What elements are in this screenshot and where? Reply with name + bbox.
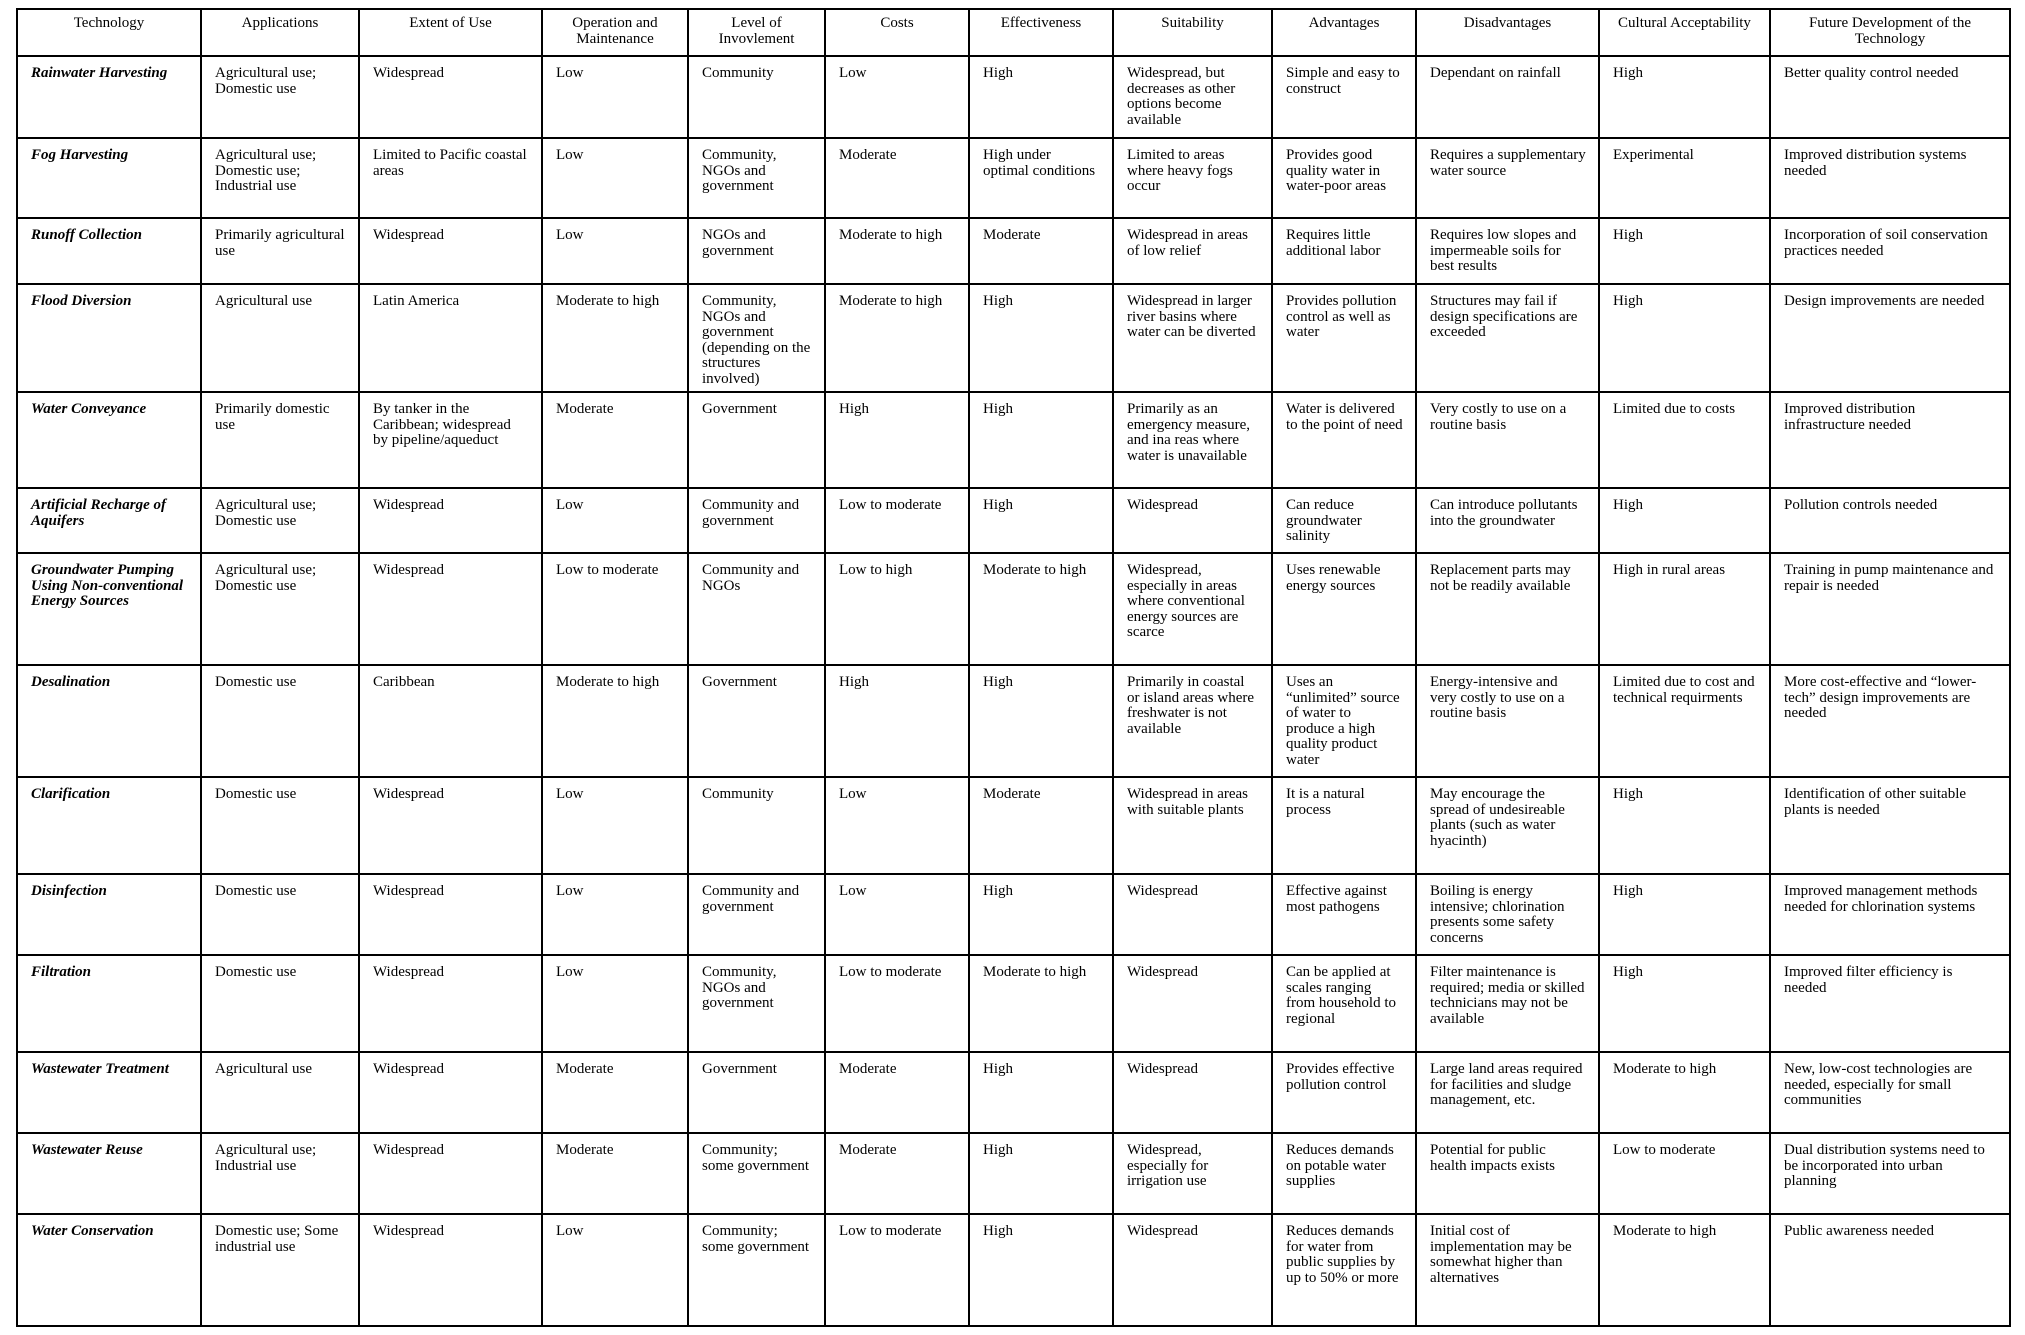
cell-extent-of-use: Widespread	[359, 955, 542, 1052]
table-row	[17, 218, 2010, 284]
cell-applications: Domestic use	[201, 955, 359, 1052]
cell-applications: Agricultural use; Domestic use	[201, 56, 359, 138]
cell-technology: Clarification	[17, 777, 201, 874]
cell-extent-of-use: Widespread	[359, 488, 542, 553]
cell-advantages: It is a natural process	[1272, 777, 1416, 874]
cell-disadvantages: Replacement parts may not be readily available	[1416, 553, 1599, 665]
cell-costs: Moderate	[825, 1052, 969, 1133]
cell-extent-of-use: Widespread	[359, 218, 542, 284]
cell-technology: Artificial Recharge of Aquifers	[17, 488, 201, 553]
table-row	[17, 488, 2010, 553]
cell-operation-maintenance: Moderate to high	[542, 284, 688, 392]
cell-extent-of-use: Widespread	[359, 553, 542, 665]
cell-advantages: Water is delivered to the point of need	[1272, 392, 1416, 488]
cell-applications: Primarily agricultural use	[201, 218, 359, 284]
header-row	[17, 9, 2010, 56]
cell-technology: Flood Diversion	[17, 284, 201, 392]
table-row	[17, 553, 2010, 665]
header-costs: Costs	[825, 9, 969, 56]
cell-effectiveness: High under optimal conditions	[969, 138, 1113, 218]
cell-technology: Wastewater Reuse	[17, 1133, 201, 1214]
cell-level-of-involvement: Community; some government	[688, 1133, 825, 1214]
cell-costs: Low to moderate	[825, 488, 969, 553]
cell-costs: Low to moderate	[825, 955, 969, 1052]
cell-applications: Domestic use	[201, 777, 359, 874]
cell-effectiveness: Moderate to high	[969, 955, 1113, 1052]
cell-cultural-acceptability: High	[1599, 56, 1770, 138]
cell-cultural-acceptability: Moderate to high	[1599, 1214, 1770, 1326]
cell-disadvantages: Initial cost of implementation may be somewhat higher than alternatives	[1416, 1214, 1599, 1326]
cell-future-development: Dual distribution systems need to be incorporated into urban planning	[1770, 1133, 2010, 1214]
cell-cultural-acceptability: High	[1599, 218, 1770, 284]
cell-disadvantages: Requires low slopes and impermeable soils for best results	[1416, 218, 1599, 284]
cell-advantages: Uses an “unlimited” source of water to produce a high quality product water	[1272, 665, 1416, 777]
cell-applications: Agricultural use; Domestic use	[201, 553, 359, 665]
cell-extent-of-use: Widespread	[359, 1133, 542, 1214]
header-applications: Applications	[201, 9, 359, 56]
cell-technology: Water Conveyance	[17, 392, 201, 488]
cell-advantages: Requires little additional labor	[1272, 218, 1416, 284]
cell-extent-of-use: Limited to Pacific coastal areas	[359, 138, 542, 218]
cell-cultural-acceptability: Experimental	[1599, 138, 1770, 218]
cell-future-development: Improved filter efficiency is needed	[1770, 955, 2010, 1052]
table-row	[17, 284, 2010, 392]
cell-effectiveness: Moderate to high	[969, 553, 1113, 665]
header-extent-of-use: Extent of Use	[359, 9, 542, 56]
cell-technology: Rainwater Harvesting	[17, 56, 201, 138]
cell-suitability: Limited to areas where heavy fogs occur	[1113, 138, 1272, 218]
cell-future-development: Public awareness needed	[1770, 1214, 2010, 1326]
cell-technology: Disinfection	[17, 874, 201, 955]
cell-suitability: Widespread, especially in areas where conventional energy sources are scarce	[1113, 553, 1272, 665]
cell-operation-maintenance: Low	[542, 955, 688, 1052]
cell-suitability: Widespread	[1113, 874, 1272, 955]
cell-applications: Domestic use	[201, 874, 359, 955]
cell-effectiveness: Moderate	[969, 218, 1113, 284]
cell-extent-of-use: Widespread	[359, 874, 542, 955]
table-row	[17, 955, 2010, 1052]
cell-effectiveness: High	[969, 1052, 1113, 1133]
cell-operation-maintenance: Low	[542, 138, 688, 218]
cell-applications: Agricultural use	[201, 1052, 359, 1133]
cell-operation-maintenance: Moderate	[542, 1133, 688, 1214]
cell-future-development: Better quality control needed	[1770, 56, 2010, 138]
cell-operation-maintenance: Moderate	[542, 392, 688, 488]
cell-advantages: Provides effective pollution control	[1272, 1052, 1416, 1133]
cell-technology: Filtration	[17, 955, 201, 1052]
cell-cultural-acceptability: Limited due to costs	[1599, 392, 1770, 488]
table-row	[17, 1214, 2010, 1326]
header-advantages: Advantages	[1272, 9, 1416, 56]
cell-cultural-acceptability: High in rural areas	[1599, 553, 1770, 665]
cell-level-of-involvement: Government	[688, 1052, 825, 1133]
cell-costs: High	[825, 665, 969, 777]
cell-applications: Domestic use	[201, 665, 359, 777]
header-technology: Technology	[17, 9, 201, 56]
cell-future-development: Improved distribution systems needed	[1770, 138, 2010, 218]
cell-costs: Moderate	[825, 1133, 969, 1214]
cell-applications: Agricultural use	[201, 284, 359, 392]
cell-effectiveness: High	[969, 1133, 1113, 1214]
cell-disadvantages: Very costly to use on a routine basis	[1416, 392, 1599, 488]
cell-costs: Moderate to high	[825, 284, 969, 392]
cell-level-of-involvement: Community and government	[688, 874, 825, 955]
cell-operation-maintenance: Low	[542, 218, 688, 284]
cell-level-of-involvement: Community, NGOs and government	[688, 138, 825, 218]
cell-cultural-acceptability: High	[1599, 955, 1770, 1052]
cell-level-of-involvement: Community, NGOs and government (depending on the structures involved)	[688, 284, 825, 392]
header-operation-maintenance: Operation and Maintenance	[542, 9, 688, 56]
cell-future-development: Training in pump maintenance and repair is needed	[1770, 553, 2010, 665]
cell-operation-maintenance: Low	[542, 1214, 688, 1326]
cell-level-of-involvement: Community and government	[688, 488, 825, 553]
cell-effectiveness: High	[969, 665, 1113, 777]
table-row	[17, 665, 2010, 777]
technology-comparison-table	[16, 8, 2011, 1327]
cell-effectiveness: High	[969, 56, 1113, 138]
table-row	[17, 1052, 2010, 1133]
cell-cultural-acceptability: High	[1599, 488, 1770, 553]
table-row	[17, 1133, 2010, 1214]
cell-level-of-involvement: Government	[688, 665, 825, 777]
cell-suitability: Widespread, but decreases as other options become available	[1113, 56, 1272, 138]
cell-disadvantages: Requires a supplementary water source	[1416, 138, 1599, 218]
cell-effectiveness: High	[969, 392, 1113, 488]
table-row	[17, 56, 2010, 138]
cell-extent-of-use: Widespread	[359, 1052, 542, 1133]
cell-extent-of-use: By tanker in the Caribbean; widespread by pipeline/aqueduct	[359, 392, 542, 488]
cell-cultural-acceptability: Moderate to high	[1599, 1052, 1770, 1133]
cell-effectiveness: High	[969, 874, 1113, 955]
cell-technology: Water Conservation	[17, 1214, 201, 1326]
cell-advantages: Can be applied at scales ranging from household to regional	[1272, 955, 1416, 1052]
cell-suitability: Widespread in areas with suitable plants	[1113, 777, 1272, 874]
cell-advantages: Provides pollution control as well as water	[1272, 284, 1416, 392]
cell-cultural-acceptability: Limited due to cost and technical requirments	[1599, 665, 1770, 777]
header-cultural-acceptability: Cultural Acceptability	[1599, 9, 1770, 56]
cell-level-of-involvement: Government	[688, 392, 825, 488]
cell-disadvantages: Energy-intensive and very costly to use on a routine basis	[1416, 665, 1599, 777]
cell-costs: High	[825, 392, 969, 488]
cell-technology: Desalination	[17, 665, 201, 777]
cell-extent-of-use: Widespread	[359, 1214, 542, 1326]
cell-level-of-involvement: Community; some government	[688, 1214, 825, 1326]
cell-suitability: Widespread	[1113, 1214, 1272, 1326]
cell-extent-of-use: Caribbean	[359, 665, 542, 777]
cell-effectiveness: Moderate	[969, 777, 1113, 874]
cell-costs: Moderate to high	[825, 218, 969, 284]
cell-level-of-involvement: Community and NGOs	[688, 553, 825, 665]
table-row	[17, 874, 2010, 955]
cell-operation-maintenance: Moderate	[542, 1052, 688, 1133]
cell-applications: Primarily domestic use	[201, 392, 359, 488]
cell-operation-maintenance: Low	[542, 874, 688, 955]
cell-costs: Low to moderate	[825, 1214, 969, 1326]
cell-cultural-acceptability: Low to moderate	[1599, 1133, 1770, 1214]
cell-technology: Wastewater Treatment	[17, 1052, 201, 1133]
cell-disadvantages: Structures may fail if design specifications are exceeded	[1416, 284, 1599, 392]
header-suitability: Suitability	[1113, 9, 1272, 56]
cell-technology: Fog Harvesting	[17, 138, 201, 218]
cell-effectiveness: High	[969, 488, 1113, 553]
cell-applications: Agricultural use; Domestic use	[201, 488, 359, 553]
cell-disadvantages: Boiling is energy intensive; chlorination presents some safety concerns	[1416, 874, 1599, 955]
cell-disadvantages: Large land areas required for facilities and sludge management, etc.	[1416, 1052, 1599, 1133]
cell-technology: Runoff Collection	[17, 218, 201, 284]
cell-operation-maintenance: Low	[542, 488, 688, 553]
cell-suitability: Widespread	[1113, 1052, 1272, 1133]
cell-costs: Low	[825, 777, 969, 874]
cell-effectiveness: High	[969, 1214, 1113, 1326]
cell-suitability: Widespread in larger river basins where water can be diverted	[1113, 284, 1272, 392]
cell-disadvantages: May encourage the spread of undesireable plants (such as water hyacinth)	[1416, 777, 1599, 874]
cell-future-development: Identification of other suitable plants is needed	[1770, 777, 2010, 874]
cell-disadvantages: Dependant on rainfall	[1416, 56, 1599, 138]
cell-disadvantages: Potential for public health impacts exists	[1416, 1133, 1599, 1214]
cell-advantages: Provides good quality water in water-poor areas	[1272, 138, 1416, 218]
cell-suitability: Widespread in areas of low relief	[1113, 218, 1272, 284]
cell-cultural-acceptability: High	[1599, 284, 1770, 392]
cell-cultural-acceptability: High	[1599, 777, 1770, 874]
cell-operation-maintenance: Low	[542, 56, 688, 138]
header-disadvantages: Disadvantages	[1416, 9, 1599, 56]
table-body	[17, 56, 2010, 1326]
cell-costs: Low to high	[825, 553, 969, 665]
cell-advantages: Reduces demands on potable water supplies	[1272, 1133, 1416, 1214]
cell-applications: Domestic use; Some industrial use	[201, 1214, 359, 1326]
table-row	[17, 138, 2010, 218]
cell-suitability: Primarily in coastal or island areas where freshwater is not available	[1113, 665, 1272, 777]
header-effectiveness: Effectiveness	[969, 9, 1113, 56]
cell-suitability: Primarily as an emergency measure, and ina reas where water is unavailable	[1113, 392, 1272, 488]
cell-level-of-involvement: Community, NGOs and government	[688, 955, 825, 1052]
cell-costs: Low	[825, 874, 969, 955]
cell-future-development: Pollution controls needed	[1770, 488, 2010, 553]
cell-suitability: Widespread	[1113, 488, 1272, 553]
technology-comparison-sheet	[16, 8, 2009, 1326]
cell-future-development: Improved management methods needed for chlorination systems	[1770, 874, 2010, 955]
cell-future-development: Improved distribution infrastructure needed	[1770, 392, 2010, 488]
cell-costs: Low	[825, 56, 969, 138]
header-future-development: Future Development of the Technology	[1770, 9, 2010, 56]
cell-extent-of-use: Widespread	[359, 56, 542, 138]
cell-operation-maintenance: Moderate to high	[542, 665, 688, 777]
cell-extent-of-use: Latin America	[359, 284, 542, 392]
cell-future-development: Incorporation of soil conservation practices needed	[1770, 218, 2010, 284]
cell-advantages: Effective against most pathogens	[1272, 874, 1416, 955]
cell-future-development: Design improvements are needed	[1770, 284, 2010, 392]
cell-level-of-involvement: Community	[688, 777, 825, 874]
cell-cultural-acceptability: High	[1599, 874, 1770, 955]
table-row	[17, 392, 2010, 488]
cell-extent-of-use: Widespread	[359, 777, 542, 874]
header-level-of-involvement: Level of Invovlement	[688, 9, 825, 56]
cell-future-development: More cost-effective and “lower-tech” design improvements are needed	[1770, 665, 2010, 777]
table-row	[17, 777, 2010, 874]
cell-costs: Moderate	[825, 138, 969, 218]
cell-disadvantages: Can introduce pollutants into the groundwater	[1416, 488, 1599, 553]
cell-applications: Agricultural use; Industrial use	[201, 1133, 359, 1214]
cell-suitability: Widespread	[1113, 955, 1272, 1052]
cell-operation-maintenance: Low to moderate	[542, 553, 688, 665]
cell-level-of-involvement: NGOs and government	[688, 218, 825, 284]
cell-technology: Groundwater Pumping Using Non-conventional Energy Sources	[17, 553, 201, 665]
cell-operation-maintenance: Low	[542, 777, 688, 874]
cell-advantages: Simple and easy to construct	[1272, 56, 1416, 138]
cell-advantages: Can reduce groundwater salinity	[1272, 488, 1416, 553]
cell-effectiveness: High	[969, 284, 1113, 392]
cell-disadvantages: Filter maintenance is required; media or skilled technicians may not be available	[1416, 955, 1599, 1052]
cell-level-of-involvement: Community	[688, 56, 825, 138]
cell-applications: Agricultural use; Domestic use; Industrial use	[201, 138, 359, 218]
cell-advantages: Uses renewable energy sources	[1272, 553, 1416, 665]
cell-suitability: Widespread, especially for irrigation use	[1113, 1133, 1272, 1214]
cell-future-development: New, low-cost technologies are needed, especially for small communities	[1770, 1052, 2010, 1133]
cell-advantages: Reduces demands for water from public supplies by up to 50% or more	[1272, 1214, 1416, 1326]
